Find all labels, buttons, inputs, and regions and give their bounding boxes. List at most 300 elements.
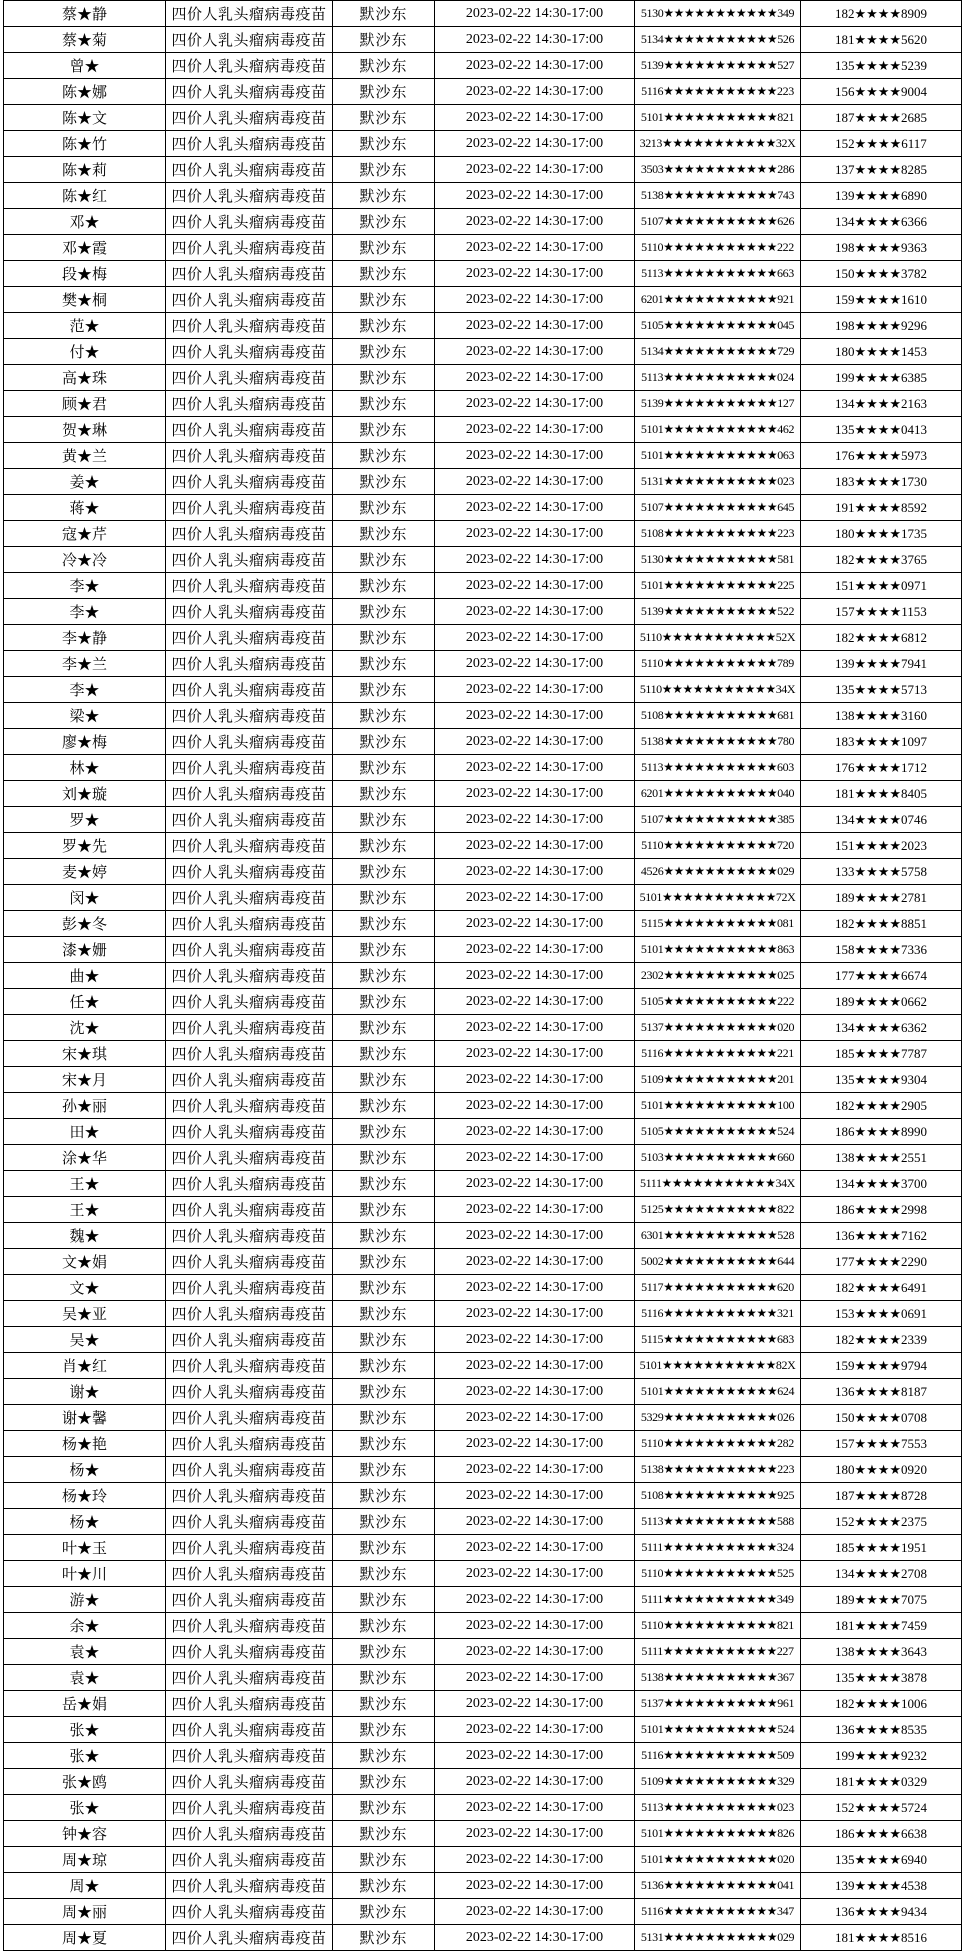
appointment-time-cell: 2023-02-22 14:30-17:00 [435,495,635,521]
table-row [4,1197,962,1223]
id-number-cell: 5110★★★★★★★★★★★222 [635,235,801,261]
name-cell: 田★ [4,1119,166,1145]
name-cell: 李★ [4,599,166,625]
phone-cell: 199★★★★6385 [801,365,962,391]
phone-cell: 181★★★★8516 [801,1925,962,1951]
phone-cell: 157★★★★7553 [801,1431,962,1457]
table-row [4,1067,962,1093]
manufacturer-cell: 默沙东 [333,1873,435,1899]
table-row [4,729,962,755]
appointment-time-cell: 2023-02-22 14:30-17:00 [435,807,635,833]
appointment-time-cell: 2023-02-22 14:30-17:00 [435,1639,635,1665]
appointment-time-cell: 2023-02-22 14:30-17:00 [435,1821,635,1847]
id-number-cell: 3503★★★★★★★★★★★286 [635,157,801,183]
appointment-time-cell: 2023-02-22 14:30-17:00 [435,989,635,1015]
phone-cell: 134★★★★6362 [801,1015,962,1041]
manufacturer-cell: 默沙东 [333,1587,435,1613]
vaccine-cell: 四价人乳头瘤病毒疫苗 [166,1483,333,1509]
manufacturer-cell: 默沙东 [333,313,435,339]
id-number-cell: 5113★★★★★★★★★★★663 [635,261,801,287]
appointment-time-cell: 2023-02-22 14:30-17:00 [435,703,635,729]
id-number-cell: 2302★★★★★★★★★★★025 [635,963,801,989]
id-number-cell: 5101★★★★★★★★★★★863 [635,937,801,963]
table-row [4,1769,962,1795]
manufacturer-cell: 默沙东 [333,1561,435,1587]
manufacturer-cell: 默沙东 [333,1483,435,1509]
table-row [4,937,962,963]
appointment-time-cell: 2023-02-22 14:30-17:00 [435,1899,635,1925]
manufacturer-cell: 默沙东 [333,1717,435,1743]
appointment-time-cell: 2023-02-22 14:30-17:00 [435,183,635,209]
appointment-time-cell: 2023-02-22 14:30-17:00 [435,1145,635,1171]
name-cell: 林★ [4,755,166,781]
appointment-time-cell: 2023-02-22 14:30-17:00 [435,365,635,391]
name-cell: 肖★红 [4,1353,166,1379]
table-row [4,391,962,417]
appointment-time-cell: 2023-02-22 14:30-17:00 [435,625,635,651]
table-row [4,443,962,469]
vaccine-cell: 四价人乳头瘤病毒疫苗 [166,1145,333,1171]
appointment-time-cell: 2023-02-22 14:30-17:00 [435,1197,635,1223]
table-row [4,469,962,495]
appointment-time-cell: 2023-02-22 14:30-17:00 [435,1067,635,1093]
name-cell: 谢★ [4,1379,166,1405]
table-row [4,1379,962,1405]
table-row [4,1587,962,1613]
name-cell: 涂★华 [4,1145,166,1171]
name-cell: 邓★ [4,209,166,235]
vaccine-cell: 四价人乳头瘤病毒疫苗 [166,625,333,651]
table-row [4,1353,962,1379]
appointment-time-cell: 2023-02-22 14:30-17:00 [435,443,635,469]
appointment-time-cell: 2023-02-22 14:30-17:00 [435,1847,635,1873]
table-row [4,1275,962,1301]
appointment-time-cell: 2023-02-22 14:30-17:00 [435,1769,635,1795]
table-row [4,1743,962,1769]
table-row [4,1457,962,1483]
vaccine-cell: 四价人乳头瘤病毒疫苗 [166,573,333,599]
table-row [4,365,962,391]
appointment-time-cell: 2023-02-22 14:30-17:00 [435,131,635,157]
manufacturer-cell: 默沙东 [333,365,435,391]
id-number-cell: 5111★★★★★★★★★★★349 [635,1587,801,1613]
name-cell: 袁★ [4,1639,166,1665]
name-cell: 陈★红 [4,183,166,209]
id-number-cell: 5107★★★★★★★★★★★645 [635,495,801,521]
name-cell: 寇★芹 [4,521,166,547]
vaccine-cell: 四价人乳头瘤病毒疫苗 [166,911,333,937]
table-row [4,27,962,53]
id-number-cell: 5139★★★★★★★★★★★527 [635,53,801,79]
table-row [4,1795,962,1821]
phone-cell: 182★★★★1006 [801,1691,962,1717]
id-number-cell: 5002★★★★★★★★★★★644 [635,1249,801,1275]
appointment-time-cell: 2023-02-22 14:30-17:00 [435,391,635,417]
phone-cell: 189★★★★7075 [801,1587,962,1613]
name-cell: 魏★ [4,1223,166,1249]
manufacturer-cell: 默沙东 [333,1353,435,1379]
appointment-time-cell: 2023-02-22 14:30-17:00 [435,1535,635,1561]
table-row [4,1561,962,1587]
table-row [4,1535,962,1561]
manufacturer-cell: 默沙东 [333,1197,435,1223]
vaccine-cell: 四价人乳头瘤病毒疫苗 [166,547,333,573]
name-cell: 周★夏 [4,1925,166,1951]
phone-cell: 181★★★★0329 [801,1769,962,1795]
vaccine-cell: 四价人乳头瘤病毒疫苗 [166,1639,333,1665]
table-row [4,1847,962,1873]
manufacturer-cell: 默沙东 [333,27,435,53]
id-number-cell: 5134★★★★★★★★★★★526 [635,27,801,53]
appointment-time-cell: 2023-02-22 14:30-17:00 [435,157,635,183]
manufacturer-cell: 默沙东 [333,1925,435,1951]
vaccine-cell: 四价人乳头瘤病毒疫苗 [166,1275,333,1301]
table-row [4,1613,962,1639]
phone-cell: 137★★★★8285 [801,157,962,183]
id-number-cell: 5113★★★★★★★★★★★603 [635,755,801,781]
phone-cell: 135★★★★9304 [801,1067,962,1093]
manufacturer-cell: 默沙东 [333,235,435,261]
vaccine-cell: 四价人乳头瘤病毒疫苗 [166,859,333,885]
manufacturer-cell: 默沙东 [333,209,435,235]
manufacturer-cell: 默沙东 [333,1509,435,1535]
appointment-time-cell: 2023-02-22 14:30-17:00 [435,1561,635,1587]
manufacturer-cell: 默沙东 [333,1301,435,1327]
id-number-cell: 5101★★★★★★★★★★★063 [635,443,801,469]
phone-cell: 182★★★★6491 [801,1275,962,1301]
vaccine-cell: 四价人乳头瘤病毒疫苗 [166,807,333,833]
name-cell: 杨★ [4,1457,166,1483]
vaccine-cell: 四价人乳头瘤病毒疫苗 [166,27,333,53]
manufacturer-cell: 默沙东 [333,651,435,677]
vaccine-cell: 四价人乳头瘤病毒疫苗 [166,1873,333,1899]
vaccine-cell: 四价人乳头瘤病毒疫苗 [166,53,333,79]
vaccine-cell: 四价人乳头瘤病毒疫苗 [166,417,333,443]
name-cell: 贺★琳 [4,417,166,443]
table-row [4,1509,962,1535]
name-cell: 闵★ [4,885,166,911]
vaccine-cell: 四价人乳头瘤病毒疫苗 [166,1119,333,1145]
phone-cell: 180★★★★1735 [801,521,962,547]
manufacturer-cell: 默沙东 [333,1015,435,1041]
vaccine-cell: 四价人乳头瘤病毒疫苗 [166,131,333,157]
phone-cell: 135★★★★0413 [801,417,962,443]
manufacturer-cell: 默沙东 [333,1379,435,1405]
phone-cell: 134★★★★2708 [801,1561,962,1587]
phone-cell: 152★★★★6117 [801,131,962,157]
id-number-cell: 5108★★★★★★★★★★★925 [635,1483,801,1509]
name-cell: 谢★馨 [4,1405,166,1431]
phone-cell: 152★★★★5724 [801,1795,962,1821]
manufacturer-cell: 默沙东 [333,1041,435,1067]
manufacturer-cell: 默沙东 [333,1457,435,1483]
appointment-time-cell: 2023-02-22 14:30-17:00 [435,1015,635,1041]
phone-cell: 182★★★★6812 [801,625,962,651]
phone-cell: 135★★★★6940 [801,1847,962,1873]
appointment-time-cell: 2023-02-22 14:30-17:00 [435,677,635,703]
manufacturer-cell: 默沙东 [333,261,435,287]
table-row [4,1483,962,1509]
name-cell: 曾★ [4,53,166,79]
phone-cell: 187★★★★2685 [801,105,962,131]
vaccine-cell: 四价人乳头瘤病毒疫苗 [166,1093,333,1119]
manufacturer-cell: 默沙东 [333,1639,435,1665]
id-number-cell: 5139★★★★★★★★★★★127 [635,391,801,417]
table-row [4,573,962,599]
manufacturer-cell: 默沙东 [333,885,435,911]
table-row [4,339,962,365]
phone-cell: 152★★★★2375 [801,1509,962,1535]
id-number-cell: 5116★★★★★★★★★★★347 [635,1899,801,1925]
name-cell: 杨★玲 [4,1483,166,1509]
manufacturer-cell: 默沙东 [333,625,435,651]
name-cell: 王★ [4,1197,166,1223]
table-row [4,1093,962,1119]
table-row [4,53,962,79]
table-row [4,287,962,313]
manufacturer-cell: 默沙东 [333,1145,435,1171]
appointment-time-cell: 2023-02-22 14:30-17:00 [435,937,635,963]
id-number-cell: 3213★★★★★★★★★★★32X [635,131,801,157]
id-number-cell: 4526★★★★★★★★★★★029 [635,859,801,885]
name-cell: 周★丽 [4,1899,166,1925]
manufacturer-cell: 默沙东 [333,1743,435,1769]
vaccine-cell: 四价人乳头瘤病毒疫苗 [166,1197,333,1223]
id-number-cell: 5138★★★★★★★★★★★780 [635,729,801,755]
id-number-cell: 5101★★★★★★★★★★★225 [635,573,801,599]
table-body [4,1,962,1951]
phone-cell: 135★★★★3878 [801,1665,962,1691]
name-cell: 袁★ [4,1665,166,1691]
table-row [4,677,962,703]
name-cell: 张★ [4,1743,166,1769]
table-row [4,885,962,911]
phone-cell: 134★★★★2163 [801,391,962,417]
name-cell: 蔡★静 [4,1,166,27]
manufacturer-cell: 默沙东 [333,911,435,937]
name-cell: 游★ [4,1587,166,1613]
table-row [4,1119,962,1145]
phone-cell: 199★★★★9232 [801,1743,962,1769]
id-number-cell: 5107★★★★★★★★★★★626 [635,209,801,235]
table-row [4,911,962,937]
id-number-cell: 6201★★★★★★★★★★★040 [635,781,801,807]
appointment-time-cell: 2023-02-22 14:30-17:00 [435,287,635,313]
appointment-time-cell: 2023-02-22 14:30-17:00 [435,781,635,807]
phone-cell: 176★★★★5973 [801,443,962,469]
table-row [4,1327,962,1353]
phone-cell: 150★★★★3782 [801,261,962,287]
vaccine-cell: 四价人乳头瘤病毒疫苗 [166,729,333,755]
table-row [4,521,962,547]
table-row [4,859,962,885]
appointment-time-cell: 2023-02-22 14:30-17:00 [435,1873,635,1899]
appointment-time-cell: 2023-02-22 14:30-17:00 [435,1457,635,1483]
manufacturer-cell: 默沙东 [333,1691,435,1717]
appointment-time-cell: 2023-02-22 14:30-17:00 [435,53,635,79]
id-number-cell: 5101★★★★★★★★★★★826 [635,1821,801,1847]
table-row [4,1925,962,1951]
id-number-cell: 5130★★★★★★★★★★★581 [635,547,801,573]
vaccine-cell: 四价人乳头瘤病毒疫苗 [166,1223,333,1249]
vaccine-cell: 四价人乳头瘤病毒疫苗 [166,313,333,339]
phone-cell: 134★★★★0746 [801,807,962,833]
name-cell: 罗★ [4,807,166,833]
phone-cell: 151★★★★2023 [801,833,962,859]
phone-cell: 186★★★★6638 [801,1821,962,1847]
manufacturer-cell: 默沙东 [333,1795,435,1821]
table-row [4,755,962,781]
name-cell: 彭★冬 [4,911,166,937]
name-cell: 张★ [4,1717,166,1743]
id-number-cell: 5111★★★★★★★★★★★324 [635,1535,801,1561]
vaccine-cell: 四价人乳头瘤病毒疫苗 [166,1,333,27]
manufacturer-cell: 默沙东 [333,157,435,183]
name-cell: 罗★先 [4,833,166,859]
appointment-time-cell: 2023-02-22 14:30-17:00 [435,729,635,755]
id-number-cell: 5113★★★★★★★★★★★024 [635,365,801,391]
name-cell: 宋★琪 [4,1041,166,1067]
name-cell: 杨★艳 [4,1431,166,1457]
name-cell: 李★ [4,573,166,599]
phone-cell: 182★★★★8851 [801,911,962,937]
name-cell: 王★ [4,1171,166,1197]
manufacturer-cell: 默沙东 [333,391,435,417]
vaccine-cell: 四价人乳头瘤病毒疫苗 [166,365,333,391]
appointment-time-cell: 2023-02-22 14:30-17:00 [435,339,635,365]
manufacturer-cell: 默沙东 [333,183,435,209]
manufacturer-cell: 默沙东 [333,547,435,573]
table-row [4,1041,962,1067]
name-cell: 宋★月 [4,1067,166,1093]
appointment-time-cell: 2023-02-22 14:30-17:00 [435,1093,635,1119]
name-cell: 钟★容 [4,1821,166,1847]
phone-cell: 136★★★★8535 [801,1717,962,1743]
id-number-cell: 5101★★★★★★★★★★★020 [635,1847,801,1873]
vaccine-cell: 四价人乳头瘤病毒疫苗 [166,339,333,365]
table-row [4,1639,962,1665]
manufacturer-cell: 默沙东 [333,859,435,885]
table-row [4,79,962,105]
table-row [4,1405,962,1431]
name-cell: 樊★桐 [4,287,166,313]
manufacturer-cell: 默沙东 [333,1405,435,1431]
manufacturer-cell: 默沙东 [333,79,435,105]
phone-cell: 180★★★★0920 [801,1457,962,1483]
manufacturer-cell: 默沙东 [333,1769,435,1795]
appointment-time-cell: 2023-02-22 14:30-17:00 [435,573,635,599]
table-row [4,157,962,183]
id-number-cell: 5329★★★★★★★★★★★026 [635,1405,801,1431]
phone-cell: 136★★★★8187 [801,1379,962,1405]
phone-cell: 138★★★★2551 [801,1145,962,1171]
name-cell: 文★娟 [4,1249,166,1275]
manufacturer-cell: 默沙东 [333,495,435,521]
manufacturer-cell: 默沙东 [333,1431,435,1457]
manufacturer-cell: 默沙东 [333,963,435,989]
vaccine-cell: 四价人乳头瘤病毒疫苗 [166,651,333,677]
vaccine-cell: 四价人乳头瘤病毒疫苗 [166,755,333,781]
name-cell: 周★琼 [4,1847,166,1873]
table-row [4,1301,962,1327]
name-cell: 陈★竹 [4,131,166,157]
phone-cell: 159★★★★9794 [801,1353,962,1379]
phone-cell: 159★★★★1610 [801,287,962,313]
manufacturer-cell: 默沙东 [333,1223,435,1249]
phone-cell: 138★★★★3160 [801,703,962,729]
name-cell: 张★鸥 [4,1769,166,1795]
id-number-cell: 5108★★★★★★★★★★★223 [635,521,801,547]
id-number-cell: 5109★★★★★★★★★★★201 [635,1067,801,1093]
id-number-cell: 5139★★★★★★★★★★★522 [635,599,801,625]
table-row [4,781,962,807]
vaccine-cell: 四价人乳头瘤病毒疫苗 [166,1015,333,1041]
vaccine-cell: 四价人乳头瘤病毒疫苗 [166,677,333,703]
name-cell: 周★ [4,1873,166,1899]
phone-cell: 136★★★★9434 [801,1899,962,1925]
name-cell: 李★静 [4,625,166,651]
phone-cell: 186★★★★2998 [801,1197,962,1223]
manufacturer-cell: 默沙东 [333,703,435,729]
id-number-cell: 5105★★★★★★★★★★★045 [635,313,801,339]
appointment-time-cell: 2023-02-22 14:30-17:00 [435,755,635,781]
vaccine-cell: 四价人乳头瘤病毒疫苗 [166,157,333,183]
table-row [4,183,962,209]
id-number-cell: 5105★★★★★★★★★★★524 [635,1119,801,1145]
manufacturer-cell: 默沙东 [333,131,435,157]
phone-cell: 177★★★★6674 [801,963,962,989]
manufacturer-cell: 默沙东 [333,469,435,495]
id-number-cell: 5116★★★★★★★★★★★221 [635,1041,801,1067]
id-number-cell: 5110★★★★★★★★★★★720 [635,833,801,859]
vaccine-cell: 四价人乳头瘤病毒疫苗 [166,1405,333,1431]
id-number-cell: 5116★★★★★★★★★★★223 [635,79,801,105]
appointment-time-cell: 2023-02-22 14:30-17:00 [435,885,635,911]
vaccine-cell: 四价人乳头瘤病毒疫苗 [166,1795,333,1821]
table-row [4,1717,962,1743]
manufacturer-cell: 默沙东 [333,417,435,443]
name-cell: 沈★ [4,1015,166,1041]
phone-cell: 181★★★★5620 [801,27,962,53]
manufacturer-cell: 默沙东 [333,53,435,79]
manufacturer-cell: 默沙东 [333,677,435,703]
vaccine-cell: 四价人乳头瘤病毒疫苗 [166,1899,333,1925]
manufacturer-cell: 默沙东 [333,339,435,365]
phone-cell: 151★★★★0971 [801,573,962,599]
phone-cell: 134★★★★6366 [801,209,962,235]
table-row [4,1691,962,1717]
table-row [4,105,962,131]
manufacturer-cell: 默沙东 [333,1275,435,1301]
manufacturer-cell: 默沙东 [333,105,435,131]
id-number-cell: 5110★★★★★★★★★★★282 [635,1431,801,1457]
table-row [4,703,962,729]
id-number-cell: 5101★★★★★★★★★★★100 [635,1093,801,1119]
appointment-time-cell: 2023-02-22 14:30-17:00 [435,1327,635,1353]
name-cell: 付★ [4,339,166,365]
table-row [4,131,962,157]
manufacturer-cell: 默沙东 [333,1093,435,1119]
name-cell: 段★梅 [4,261,166,287]
name-cell: 吴★亚 [4,1301,166,1327]
name-cell: 曲★ [4,963,166,989]
vaccine-cell: 四价人乳头瘤病毒疫苗 [166,1535,333,1561]
appointment-time-cell: 2023-02-22 14:30-17:00 [435,1301,635,1327]
appointment-time-cell: 2023-02-22 14:30-17:00 [435,963,635,989]
phone-cell: 135★★★★5239 [801,53,962,79]
appointment-time-cell: 2023-02-22 14:30-17:00 [435,27,635,53]
vaccine-cell: 四价人乳头瘤病毒疫苗 [166,495,333,521]
